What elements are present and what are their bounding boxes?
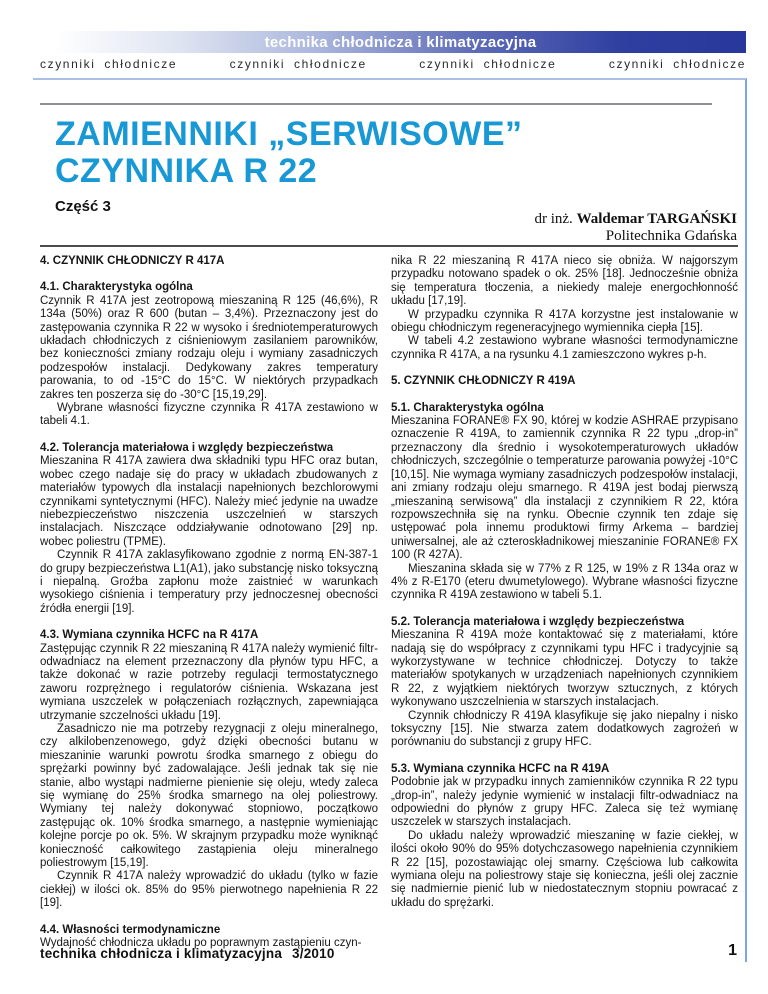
footer-issue: 3/2010 — [292, 946, 335, 961]
strip-label: czynniki chłodnicze — [40, 57, 178, 71]
author-prefix: dr inż. — [534, 211, 577, 227]
author-name: Waldemar TARGAŃSKI — [576, 211, 737, 227]
section-strip — [40, 57, 746, 71]
paragraph: Mieszanina R 417A zawiera dwa składniki typu HFC oraz butan, wobec czego nadaje się do pracy w układach zbudowanych z materiałów typowych dla instalacji napełnionych bezchlorowymi czynnikami syntetycznymi (HFC). Należy mieć jedynie na uwadze niebezpieczeństwo niszczenia uszczelnień w starszych instalacjach. Niszczące oddziaływanie odnotowano [29] np. wobec poliestru (TPME). — [40, 455, 378, 548]
journal-banner — [55, 31, 746, 53]
footer-journal-line — [40, 946, 335, 961]
page-title-line1: ZAMIENNIKI „SERWISOWE” — [55, 115, 523, 153]
paragraph: Podobnie jak w przypadku innych zamienników czynnika R 22 typu „drop-in”, należy jedynie wymienić w instalacji filtr-odwadniacz na odpowiedni do płynów z grupy HFC. Zaleca się też wymianę uszczelek w starszych instalacjach. — [391, 776, 738, 829]
paragraph: Mieszanina FORANE® FX 90, której w kodzie ASHRAE przypisano oznaczenie R 419A, to zamiennik czynnika R 22 typu „drop-in” przeznaczony dla średnio i wysokotemperaturowych układów chłodniczych, szczególnie o temperaturze parowania powyżej -10°C [10,15]. Nie wymaga wymiany zasadniczych podzespołów instalacji, ani zmiany rodzaju oleju smarnego. R 419A jest bodaj pierwszą „mieszaniną serwisową” dla instalacji z czynnikiem R 22, która rozpowszechniła się na rynku. Obecnie czynnik ten zdaje się ustępować pola innemu produktowi firmy Arkema – bardziej uniwersalnej, ale aż czteroskładnikowej mieszaninie FORANE® FX 100 (R 427A). — [391, 415, 738, 562]
author-affiliation: Politechnika Gdańska — [605, 228, 737, 244]
paragraph: Wydajność chłodnicza układu po poprawnym zastąpieniu czyn- — [40, 937, 362, 950]
footer-journal-name: technika chłodnicza i klimatyzacyjna — [40, 946, 283, 961]
section-heading: 4.2. Tolerancja materiałowa i względy bezpieczeństwa — [40, 441, 334, 454]
section-heading: 5.1. Charakterystyka ogólna — [391, 401, 544, 414]
author-block — [317, 211, 737, 245]
strip-label: czynniki chłodnicze — [229, 57, 367, 71]
paragraph: Do układu należy wprowadzić mieszaninę w fazie ciekłej, w ilości około 90% do 95% dotychczasowego napełnienia czynnikiem R 22 [15], pozostawiając olej smarny. Częściowa lub całkowita wymiana oleju na poliestrowy staje się konieczna, jeśli olej zacznie się nadmiernie pienić lub w niedostatecznym stopniu powracać z układu do sprężarki. — [391, 829, 738, 909]
section-heading: 4.1. Charakterystyka ogólna — [40, 281, 193, 294]
paragraph: Czynnik chłodniczy R 419A klasyfikuje się jako niepalny i nisko toksyczny [15]. Nie stwarza zatem dodatkowych zagrożeń w porównaniu do substancji z grupy HFC. — [391, 709, 738, 749]
paragraph: Zastępując czynnik R 22 mieszaniną R 417A należy wymienić filtr-odwadniacz na element przeznaczony dla płynów typu HFC, a także dokonać w razie potrzeby regulacji termostatycznego zaworu rozprężnego i regulatorów ciśnienia. Wskazana jest wymiana uszczelek w połączeniach rozłącznych, zapewniająca utrzymanie szczelności układu [19]. — [40, 642, 378, 722]
section-heading: 5.3. Wymiana czynnika HCFC na R 419A — [391, 762, 610, 775]
article-column-left — [40, 255, 378, 951]
section-heading: 5.2. Tolerancja materiałowa i względy bezpieczeństwa — [391, 615, 685, 628]
strip-label: czynniki chłodnicze — [608, 57, 746, 71]
paragraph: Mieszanina składa się w 77% z R 125, w 19% z R 134a oraz w 4% z R-E170 (eteru dwumetylowego). Wybrane własności fizyczne czynnika R 419A zestawiono w tabeli 5.1. — [391, 562, 738, 602]
paragraph: Czynnik R 417A jest zeotropową mieszaniną R 125 (46,6%), R 134a (50%) oraz R 600 (butan – 3,4%). Przeznaczony jest do zastępowania czynnika R 22 w wysoko i średniotemperaturowych układach chłodniczych z ciśnieniowym zasilaniem parowników, bez konieczności zmiany rodzaju oleju i wymiany zasadniczych podzespołów instalacji. Dedykowany zakres temperatury parowania, to od -15°C do 15°C. W niektórych przypadkach zakres ten poszerza się do -30°C [15,19,29]. — [40, 294, 378, 401]
paragraph: Czynnik R 417A należy wprowadzić do układu (tylko w fazie ciekłej) w ilości ok. 85% do 95% pierwotnego napełnienia R 22 [19]. — [40, 870, 378, 910]
paragraph: Mieszanina R 419A może kontaktować się z materiałami, które nadają się do współpracy z czynnikami typu HFC i tradycyjnie są wykorzystywane w technice chłodniczej. Dotyczy to także materiałów spotykanych w urządzeniach napełnionych czynnikiem R 22, z wyjątkiem niektórych tworzyw sztucznych, z których wykonywano uszczelnienia w starszych instalacjach. — [391, 629, 738, 709]
paragraph: Zasadniczo nie ma potrzeby rezygnacji z oleju mineralnego, czy alkilobenzenowego, gdyż dzięki obecności butanu w mieszaninie warunki powrotu środka smarnego z obiegu do sprężarki powinny być zadowalające. Jeśli jednak tak się nie stanie, albo wystąpi nadmierne pienienie się oleju, wtedy zaleca się wymianę do 25% środka smarnego na olej poliestrowy. Wymiany tej należy dokonywać stopniowo, początkowo zastępując ok. 10% środka smarnego, a następnie wymieniając kolejne porcje po ok. 5%. W skrajnym przypadku może wyniknąć konieczność całkowitego zastąpienia oleju mineralnego poliestrowym [15,19]. — [40, 723, 378, 870]
paragraph: Czynnik R 417A zaklasyfikowano zgodnie z normą EN-387-1 do grupy bezpieczeństwa L1(A1), jako substancję nisko toksyczną i niepalną. Groźba zapłonu może zaistnieć w warunkach wysokiego ciśnienia i temperatury przy jednoczesnej obecności źródła energii [19]. — [40, 549, 378, 615]
paragraph: W tabeli 4.2 zestawiono wybrane własności termodynamiczne czynnika R 417A, a na rysunku 4.1 zamieszczono wykres p-h. — [391, 335, 738, 361]
page-title — [55, 116, 523, 190]
section-heading: 4. CZYNNIK CHŁODNICZY R 417A — [40, 255, 225, 267]
section-heading: 4.4. Własności termodynamiczne — [40, 923, 221, 936]
top-divider-rule — [40, 103, 712, 105]
paragraph: W przypadku czynnika R 417A korzystne jest instalowanie w obiegu chłodniczym regeneracyjnego wymiennika ciepła [15]. — [391, 308, 738, 335]
author-divider-rule — [40, 245, 738, 247]
journal-banner-title: technika chłodnicza i klimatyzacyjna — [264, 33, 537, 51]
author-line — [317, 211, 737, 228]
paragraph: nika R 22 mieszaniną R 417A nieco się obniża. W najgorszym przypadku notowano spadek o ok. 25% [18]. Jednocześnie obniża się temperatura tłoczenia, a niekiedy maleje energochłonność układu [17,19]. — [391, 255, 738, 308]
section-heading: 5. CZYNNIK CHŁODNICZY R 419A — [391, 375, 576, 388]
strip-label: czynniki chłodnicze — [419, 57, 557, 71]
page-title-line2: CZYNNIKA R 22 — [55, 152, 318, 190]
paragraph: Wybrane własności fizyczne czynnika R 417A zestawiono w tabeli 4.1. — [40, 402, 378, 428]
part-label: Część 3 — [55, 198, 111, 215]
article-column-right — [391, 255, 738, 910]
section-heading: 4.3. Wymiana czynnika HCFC na R 417A — [40, 629, 259, 642]
page-number: 1 — [728, 942, 737, 959]
